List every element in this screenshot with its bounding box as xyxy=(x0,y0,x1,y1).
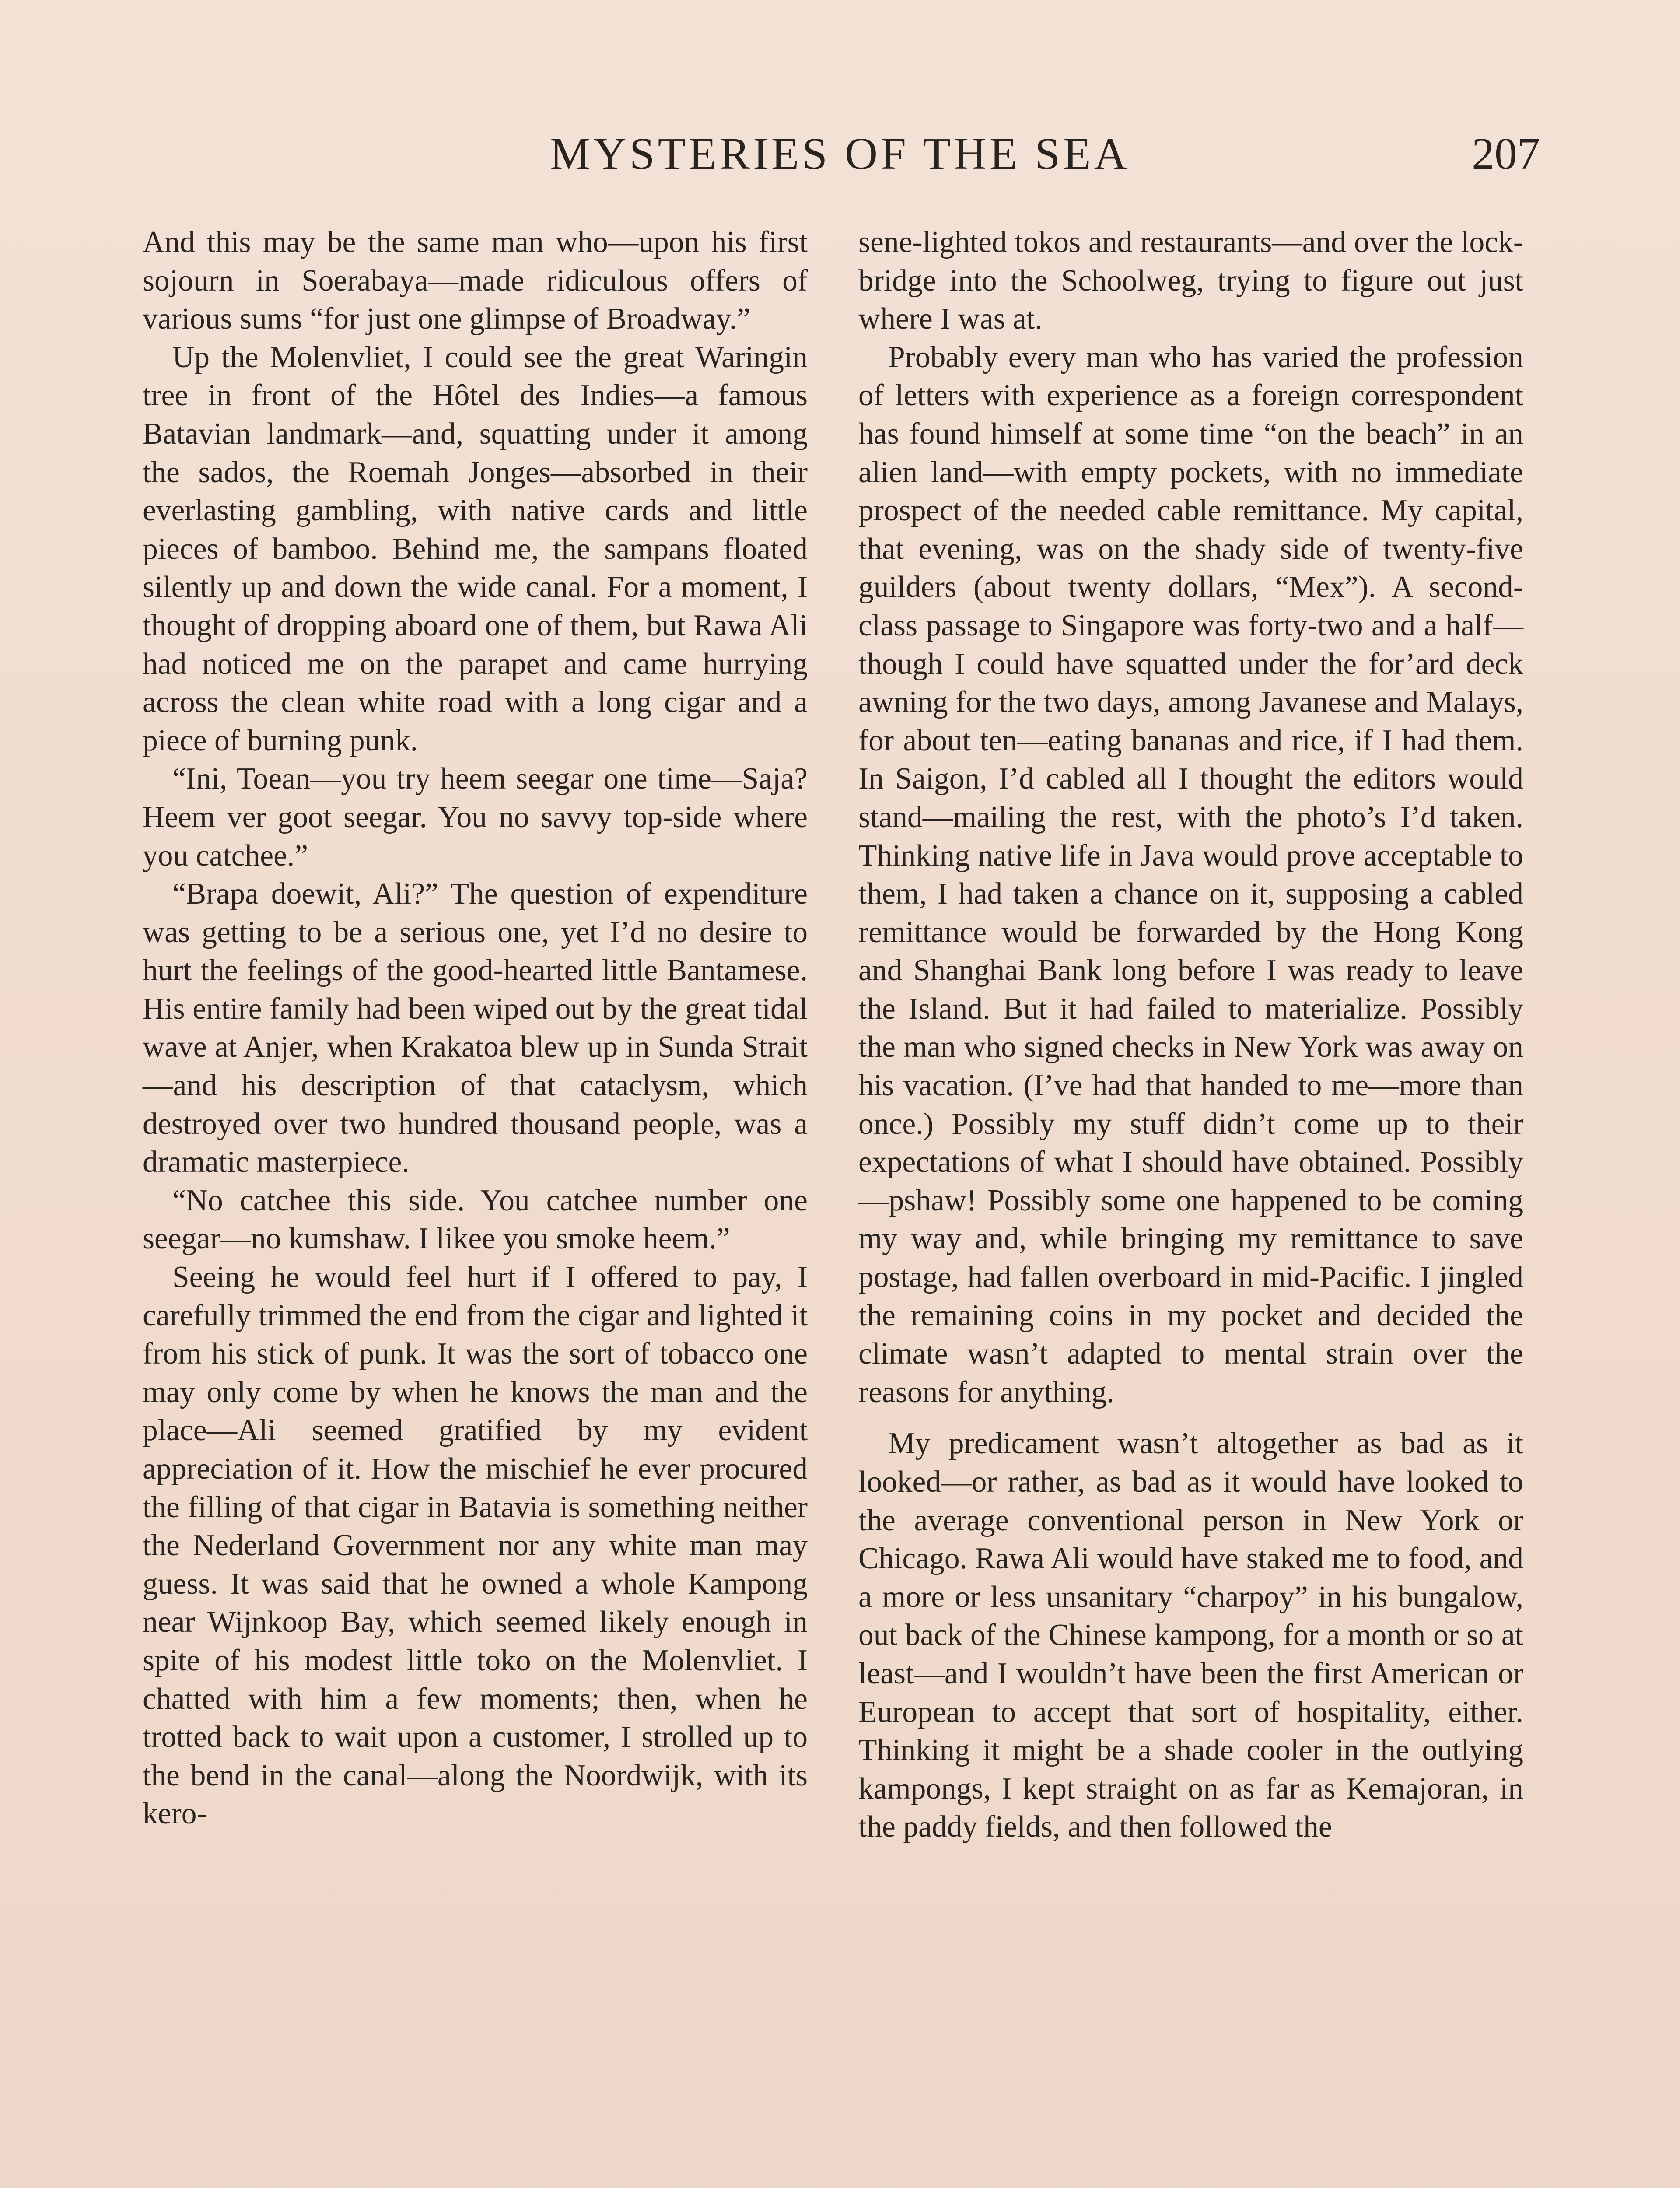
paragraph: My predicament wasn’t altogether as bad as it looked—or rather, as bad as it would have looked to the average conventional person in New York or Chicago. Rawa Ali would have staked me to food, and a more or less unsanitary “charpoy” in his bungalow, out back of the Chinese kampong, for a month or so at least—and I wouldn’t have been the first American or European to accept that sort of hospitality, either. Thinking it might be a shade cooler in the outlying kampongs, I kept straight on as far as Kemajoran, in the paddy fields, and then followed the xyxy=(858,1427,1523,1844)
page-number: 207 xyxy=(1472,129,1540,179)
paragraph: Probably every man who has varied the profession of letters with experience as a foreign correspondent has found himself at some time “on the beach” in an alien land—with empty pockets, with no immediate prospect of the needed cable remittance. My capital, that evening, was on the shady side of twenty-five guilders (about twenty dollars, “Mex”). A second-class passage to Singapore was forty-two and a half—though I could have squatted under the for’ard deck awning for the two days, among Javanese and Malays, for about ten—eating bananas and rice, if I had them. In Saigon, I’d cabled all I thought the editors would stand—mailing the rest, with the photo’s I’d taken. Thinking native life in Java would prove acceptable to them, I had taken a chance on it, supposing a cabled remittance would be forwarded by the Hong Kong and Shanghai Bank long before I was ready to leave the Island. But it had failed to materialize. Possibly the man who signed checks in New York was away on his vacation. (I’ve had that handed to me—more than once.) Possibly my stuff didn’t come up to their expectations of what I should have obtained. Possibly—pshaw! Possibly some one happened to be coming my way and, while bringing my remittance to save postage, had fallen overboard in mid-Pacific. I jingled the remaining coins in my pocket and decided the climate wasn’t adapted to mental strain over the reasons for anything. xyxy=(858,340,1523,1409)
paragraph: “Brapa doewit, Ali?” The question of expenditure was getting to be a serious one, yet I’d no desire to hurt the feelings of the good-hearted little Bantamese. His entire family had been wiped out by the great tidal wave at Anjer, when Krakatoa blew up in Sunda Strait—and his description of that cataclysm, which destroyed over two hundred thousand people, was a dramatic masterpiece. xyxy=(143,877,808,1179)
right-column xyxy=(858,223,1523,1846)
text-columns xyxy=(143,223,1533,2188)
paragraph: Up the Molenvliet, I could see the great Waringin tree in front of the Hôtel des Indies—a famous Batavian landmark—and, squatting under it among the sados, the Roemah Jonges—absorbed in their everlasting gambling, with native cards and little pieces of bamboo. Behind me, the sampans floated silently up and down the wide canal. For a moment, I thought of dropping aboard one of them, but Rawa Ali had noticed me on the parapet and came hurrying across the clean white road with a long cigar and a piece of burning punk. xyxy=(143,340,808,757)
paragraph: Seeing he would feel hurt if I offered to pay, I carefully trimmed the end from the cigar and lighted it from his stick of punk. It was the sort of tobacco one may only come by when he knows the man and the place—Ali seemed gratified by my evident appreciation of it. How the mischief he ever procured the filling of that cigar in Batavia is something neither the Nederland Government nor any white man may guess. It was said that he owned a whole Kampong near Wijnkoop Bay, which seemed likely enough in spite of his modest little toko on the Molenvliet. I chatted with him a few moments; then, when he trotted back to wait upon a customer, I strolled up to the bend in the canal—along the Noordwijk, with its kero- xyxy=(143,1260,808,1831)
paragraph: And this may be the same man who—upon his first sojourn in Soerabaya—made ridiculous offers of various sums “for just one glimpse of Broadway.” xyxy=(143,225,808,336)
page-header xyxy=(140,128,1540,189)
left-column xyxy=(143,223,808,1833)
paragraph: “Ini, Toean—you try heem seegar one time—Saja? Heem ver goot seegar. You no savvy top-side where you catchee.” xyxy=(143,762,808,873)
paragraph: “No catchee this side. You catchee number one seegar—no kumshaw. I likee you smoke heem.” xyxy=(143,1183,808,1256)
paragraph: sene-lighted tokos and restaurants—and over the lock-bridge into the Schoolweg, trying to figure out just where I was at. xyxy=(858,225,1523,336)
running-title: MYSTERIES OF THE SEA xyxy=(550,129,1130,179)
